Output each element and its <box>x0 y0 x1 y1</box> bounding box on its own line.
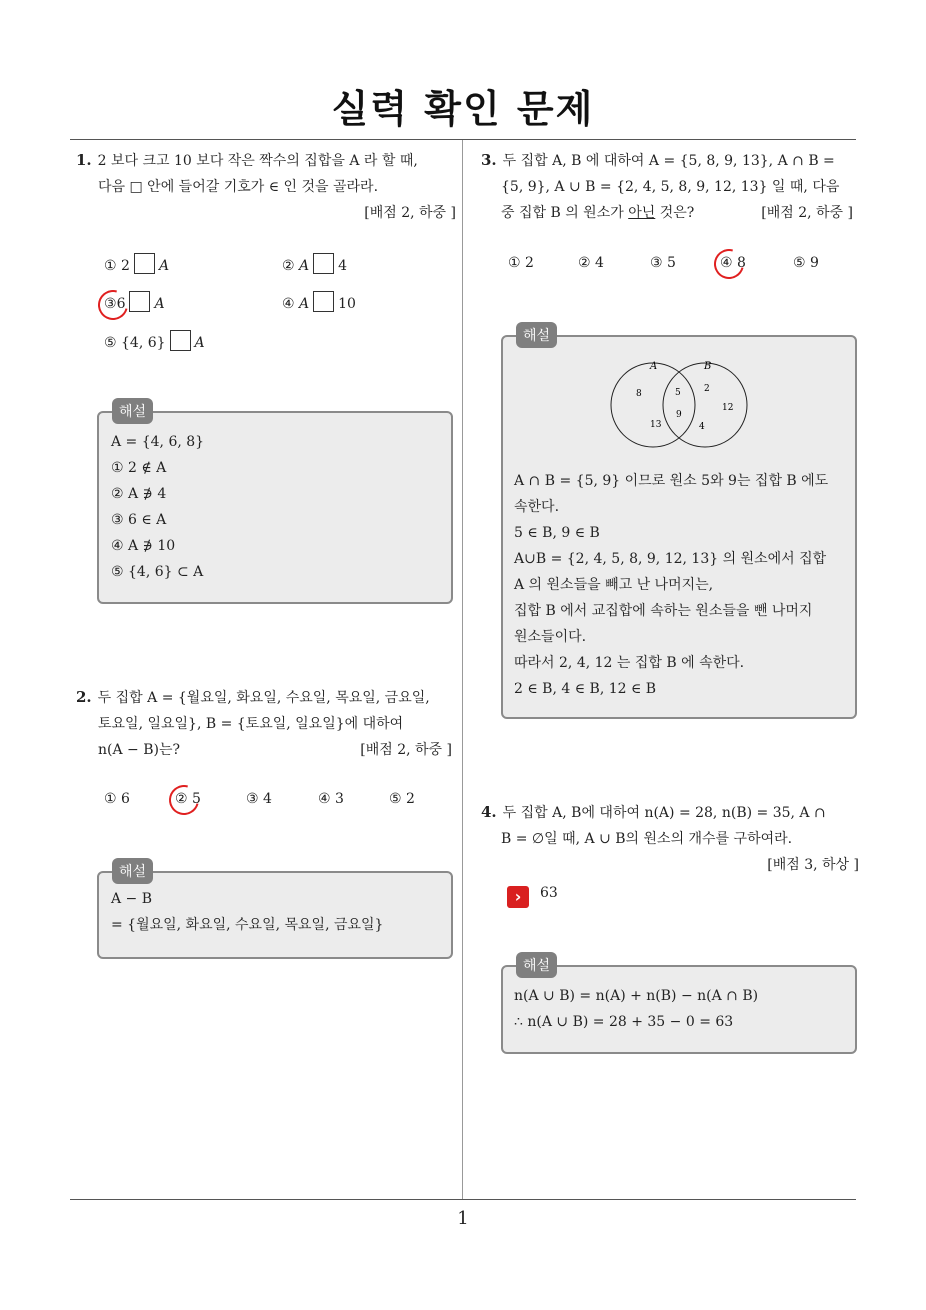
option-text: A <box>299 258 310 274</box>
blank-box <box>313 291 334 312</box>
answer-circle-mark <box>175 791 201 807</box>
option-text: 4 <box>338 258 348 274</box>
solution-1-text <box>111 429 204 585</box>
venn-element: 2 <box>704 384 710 394</box>
page-title: 실력 확인 문제 <box>331 87 595 131</box>
question-3-line2: {5, 9}, A ∪ B = {2, 4, 5, 8, 9, 12, 13} 일 때, 다음 <box>501 179 840 195</box>
solution-line: 2 ∈ B, 4 ∈ B, 12 ∈ B <box>514 681 657 697</box>
solution-line: A∪B = {2, 4, 5, 8, 9, 12, 13} 의 원소에서 집합 <box>514 551 827 567</box>
question-3-line3 <box>481 200 859 226</box>
solution-line: A 의 원소들을 빼고 난 나머지는, <box>514 577 714 593</box>
column-divider <box>462 140 463 1200</box>
set-b-label: B <box>704 361 712 372</box>
option-text: 2 <box>121 258 130 274</box>
option-1[interactable] <box>104 253 169 274</box>
question-1-line2: 다음 □ 안에 들어갈 기호가 ∈ 인 것을 골라라. <box>98 179 379 195</box>
option-mark: ⑤ <box>104 335 117 351</box>
solution-line: 원소들이다. <box>514 629 587 645</box>
question-2-line2: 토요일, 일요일}, B = {토요일, 일요일}에 대하여 <box>98 716 404 732</box>
option-4[interactable]: ④ 3 <box>318 791 344 807</box>
underlined-word: 아닌 <box>628 205 656 221</box>
solution-line: n(A ∪ B) = n(A) + n(B) − n(A ∩ B) <box>514 988 759 1004</box>
solution-line: ④ A ∌ 10 <box>111 538 176 554</box>
solution-line: A − B <box>111 891 153 907</box>
question-4-line1 <box>481 799 859 826</box>
question-4-line2: B = ∅일 때, A ∪ B의 원소의 개수를 구하여라. <box>501 831 793 847</box>
option-text: ② 5 <box>175 791 201 807</box>
option-text: 6 <box>116 296 126 312</box>
option-mark: ② <box>282 258 295 274</box>
set-a-label: A <box>650 361 658 372</box>
question-2-line3 <box>76 737 456 763</box>
blank-box <box>129 291 150 312</box>
answer-circle-mark <box>104 296 117 312</box>
answer-arrow-icon: › <box>507 886 529 908</box>
question-1-line1 <box>76 147 456 174</box>
question-text: 2 보다 크고 10 보다 작은 짝수의 집합을 A 라 할 때, <box>97 153 418 169</box>
solution-tag: 해설 <box>516 322 557 348</box>
option-2[interactable] <box>175 791 201 807</box>
option-3[interactable]: ③ 5 <box>650 255 676 271</box>
question-text: 두 집합 A = {월요일, 화요일, 수요일, 목요일, 금요일, <box>97 690 430 706</box>
question-text: 중 집합 B 의 원소가 <box>501 205 629 221</box>
venn-element: 8 <box>636 389 642 399</box>
option-3[interactable] <box>104 291 165 312</box>
option-mark: ① <box>104 258 117 274</box>
question-text: 두 집합 A, B 에 대하여 A = {5, 8, 9, 13}, A ∩ B = <box>502 153 835 169</box>
blank-box <box>170 330 191 351</box>
solution-3-text <box>514 468 828 702</box>
solution-4-text <box>514 983 758 1035</box>
solution-line: ① 2 ∉ A <box>111 460 167 476</box>
solution-2-text <box>111 886 383 938</box>
solution-line: 5 ∈ B, 9 ∈ B <box>514 525 600 541</box>
option-1[interactable]: ① 6 <box>104 791 130 807</box>
venn-element: 13 <box>650 420 662 430</box>
question-3-line1 <box>481 147 859 174</box>
option-text: 10 <box>338 296 356 312</box>
set-a-circle <box>611 363 695 447</box>
venn-element: 12 <box>722 403 734 413</box>
score-label: [배점 2, 하중 ] <box>761 205 853 221</box>
solution-tag: 해설 <box>112 858 153 884</box>
solution-line: 집합 B 에서 교집합에 속하는 원소들을 뺀 나머지 <box>514 603 813 619</box>
option-mark: ③ <box>104 296 117 312</box>
option-2[interactable]: ② 4 <box>578 255 604 271</box>
solution-line: ∴ n(A ∪ B) = 28 + 35 − 0 = 63 <box>514 1014 734 1030</box>
question-number: 4. <box>481 803 497 821</box>
option-text: A <box>158 258 170 274</box>
option-4[interactable] <box>282 291 356 312</box>
solution-line: 따라서 2, 4, 12 는 집합 B 에 속한다. <box>514 655 745 671</box>
answer-circle-mark <box>720 255 746 271</box>
option-2[interactable] <box>282 253 347 274</box>
solution-line: ③ 6 ∈ A <box>111 512 167 528</box>
blank-box <box>134 253 155 274</box>
solution-line: ② A ∌ 4 <box>111 486 167 502</box>
option-mark: ④ <box>282 296 295 312</box>
option-text: A <box>154 296 165 312</box>
venn-diagram <box>600 355 760 450</box>
question-number: 2. <box>76 688 92 706</box>
option-5[interactable]: ⑤ 9 <box>793 255 819 271</box>
solution-line: ⑤ {4, 6} ⊂ A <box>111 564 204 580</box>
bottom-rule <box>70 1199 856 1200</box>
solution-tag: 해설 <box>112 398 153 424</box>
top-rule <box>70 139 856 140</box>
page-number: 1 <box>457 1208 469 1229</box>
option-4[interactable] <box>720 255 746 271</box>
question-text: 두 집합 A, B에 대하여 n(A) = 28, n(B) = 35, A ∩ <box>502 805 826 821</box>
score-label: [배점 2, 하중 ] <box>360 742 452 758</box>
option-text: A <box>299 296 310 312</box>
option-text: {4, 6} <box>121 335 166 351</box>
venn-element: 9 <box>676 410 682 420</box>
solution-line: 속한다. <box>514 499 560 515</box>
score-label: [배점 3, 하상 ] <box>767 857 859 873</box>
option-3[interactable]: ③ 4 <box>246 791 272 807</box>
option-text: A <box>194 335 205 351</box>
venn-element: 5 <box>675 388 681 398</box>
blank-box <box>313 253 334 274</box>
venn-element: 4 <box>699 422 705 432</box>
solution-tag: 해설 <box>516 952 557 978</box>
question-number: 1. <box>76 151 92 169</box>
question-text: n(A − B)는? <box>98 742 180 758</box>
solution-line: A ∩ B = {5, 9} 이므로 원소 5와 9는 집합 B 에도 <box>514 473 829 489</box>
option-5[interactable] <box>104 330 205 351</box>
option-text: ④ 8 <box>720 255 746 271</box>
solution-line: A = {4, 6, 8} <box>111 434 205 450</box>
question-text: 것은? <box>655 205 695 221</box>
option-1[interactable]: ① 2 <box>508 255 534 271</box>
question-2 <box>76 684 456 763</box>
question-2-line1 <box>76 684 456 711</box>
question-1 <box>76 147 456 226</box>
solution-line: = {월요일, 화요일, 수요일, 목요일, 금요일} <box>111 917 384 933</box>
question-number: 3. <box>481 151 497 169</box>
answer-value: 63 <box>540 885 558 901</box>
option-5[interactable]: ⑤ 2 <box>389 791 415 807</box>
question-3 <box>481 147 859 226</box>
set-b-circle <box>663 363 747 447</box>
score-label: [배점 2, 하중 ] <box>364 205 456 221</box>
question-4 <box>481 799 859 878</box>
